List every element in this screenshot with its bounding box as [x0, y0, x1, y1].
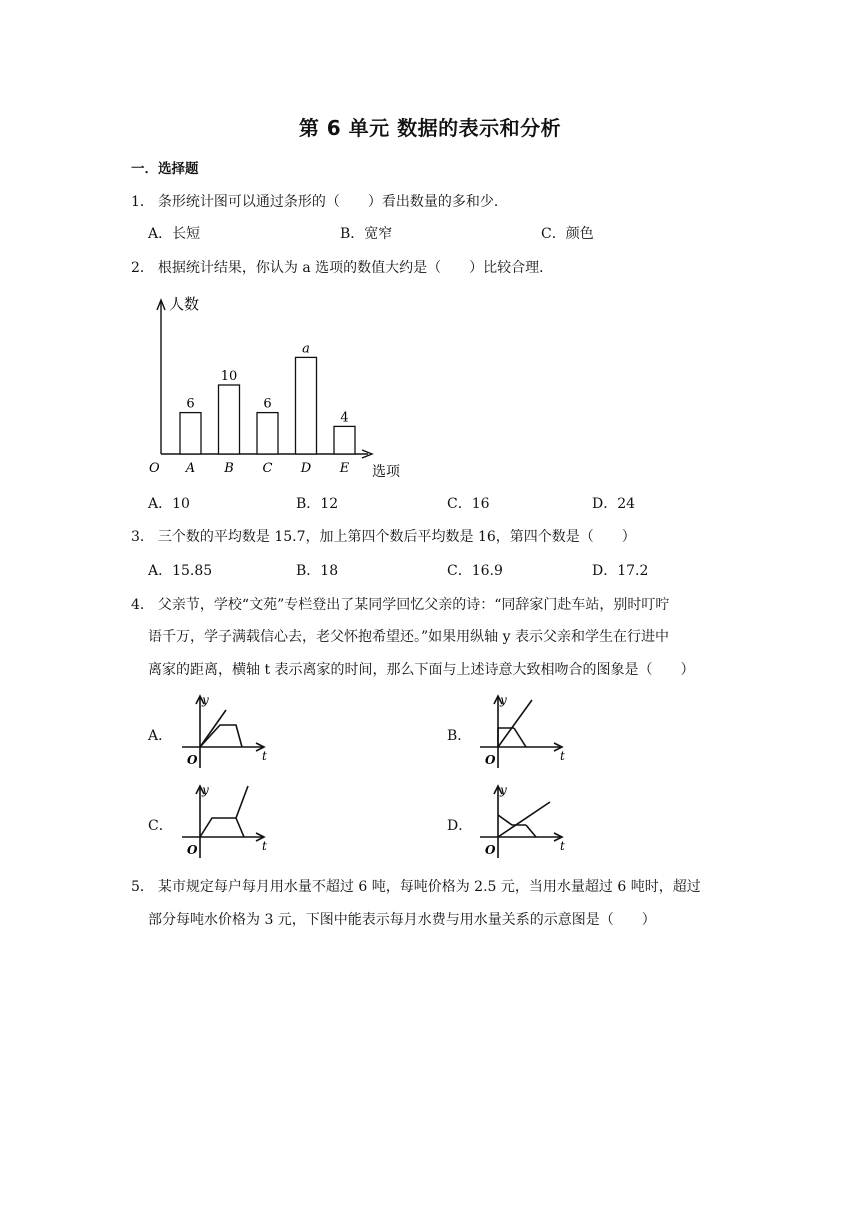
q2-option-c[interactable]: C．16: [447, 496, 490, 512]
question-text: 条形统计图可以通过条形的（ ）看出数量的多和少．: [157, 194, 508, 210]
q2-option-b[interactable]: B．12: [296, 496, 339, 512]
question-3: [131, 527, 636, 547]
data-label-B: 10: [220, 369, 238, 384]
graph-origin-label: O: [485, 843, 496, 857]
category-label-E: E: [339, 461, 350, 476]
category-label-D: D: [300, 461, 312, 476]
bar-B: [219, 385, 240, 454]
q1-option-b[interactable]: B．宽窄: [340, 226, 393, 242]
graph-y-label: y: [500, 783, 507, 797]
question-text: 根据统计结果，你认为 a 选项的数值大约是（ ）比较合理．: [157, 260, 554, 276]
bar-D: [296, 357, 317, 454]
question-1: [131, 192, 508, 212]
question-text-line-1: 某市规定每户每月用水量不超过 6 吨，每吨价格为 2.5 元，当用水量超过 6 吨时，超过: [157, 879, 701, 895]
question-text: 三个数的平均数是 15.7，加上第四个数后平均数是 16，第四个数是（ ）: [157, 529, 636, 545]
q3-option-c[interactable]: C．16.9: [447, 563, 503, 579]
bar-chart: [140, 288, 420, 488]
category-label-A: A: [185, 461, 196, 476]
origin-label: O: [149, 461, 160, 476]
q4-option-c[interactable]: C．: [148, 818, 173, 834]
q2-option-d[interactable]: D．24: [592, 496, 636, 512]
page-title: 第 6 单元 数据的表示和分析: [298, 116, 562, 140]
data-label-D: a: [302, 341, 310, 357]
question-number: 2．: [131, 260, 154, 276]
question-5: [131, 877, 701, 897]
category-label-B: B: [224, 461, 234, 476]
question-text-line-3: 离家的距离，横轴 t 表示离家的时间，那么下面与上述诗意大致相吻合的图象是（ ）: [148, 662, 695, 678]
question-number: 4．: [131, 597, 154, 613]
graph-option-a[interactable]: [178, 690, 270, 776]
data-label-C: 6: [263, 396, 272, 412]
graph-y-label: y: [500, 693, 507, 707]
bar-E: [334, 426, 355, 454]
bar-A: [180, 413, 201, 454]
q3-option-a[interactable]: A．15.85: [148, 563, 213, 579]
graph-origin-label: O: [187, 753, 198, 767]
graph-origin-label: O: [187, 843, 198, 857]
graph-origin-label: O: [485, 753, 496, 767]
graph-option-c[interactable]: [178, 780, 270, 866]
q4-option-d[interactable]: D．: [447, 818, 473, 834]
question-number: 1．: [131, 194, 154, 210]
q1-option-c[interactable]: C．颜色: [541, 226, 594, 242]
question-text-line-1: 父亲节，学校“文苑”专栏登出了某同学回忆父亲的诗：“同辞家门赴车站，别时叮咛: [157, 597, 670, 613]
graph-option-b[interactable]: [476, 690, 568, 776]
x-axis-label: 选项: [372, 464, 400, 480]
q4-option-b[interactable]: B．: [447, 728, 472, 744]
graph-option-d[interactable]: [476, 780, 568, 866]
graph-y-label: y: [202, 783, 209, 797]
graph-t-label: t: [560, 749, 565, 763]
question-2: [131, 258, 553, 278]
data-label-E: 4: [340, 410, 349, 426]
graph-t-label: t: [262, 839, 267, 853]
q3-option-b[interactable]: B．18: [296, 563, 339, 579]
graph-t-label: t: [560, 839, 565, 853]
section-heading: 一．选择题: [131, 161, 199, 177]
bar-C: [257, 413, 278, 454]
question-text-line-2: 语千万，学子满载信心去，老父怀抱希望还。”如果用纵轴 y 表示父亲和学生在行进中: [148, 629, 669, 645]
q1-option-a[interactable]: A．长短: [148, 226, 201, 242]
data-label-A: 6: [186, 396, 195, 412]
graph-y-label: y: [202, 693, 209, 707]
q2-option-a[interactable]: A．10: [148, 496, 190, 512]
q3-option-d[interactable]: D．17.2: [592, 563, 649, 579]
category-label-C: C: [262, 461, 273, 476]
y-axis-label: 人数: [169, 295, 200, 313]
question-number: 5．: [131, 879, 154, 895]
question-number: 3．: [131, 529, 154, 545]
q4-option-a[interactable]: A．: [148, 728, 173, 744]
question-text-line-2: 部分每吨水价格为 3 元，下图中能表示每月水费与用水量关系的示意图是（ ）: [148, 912, 656, 928]
question-4: [131, 595, 669, 615]
graph-t-label: t: [262, 749, 267, 763]
